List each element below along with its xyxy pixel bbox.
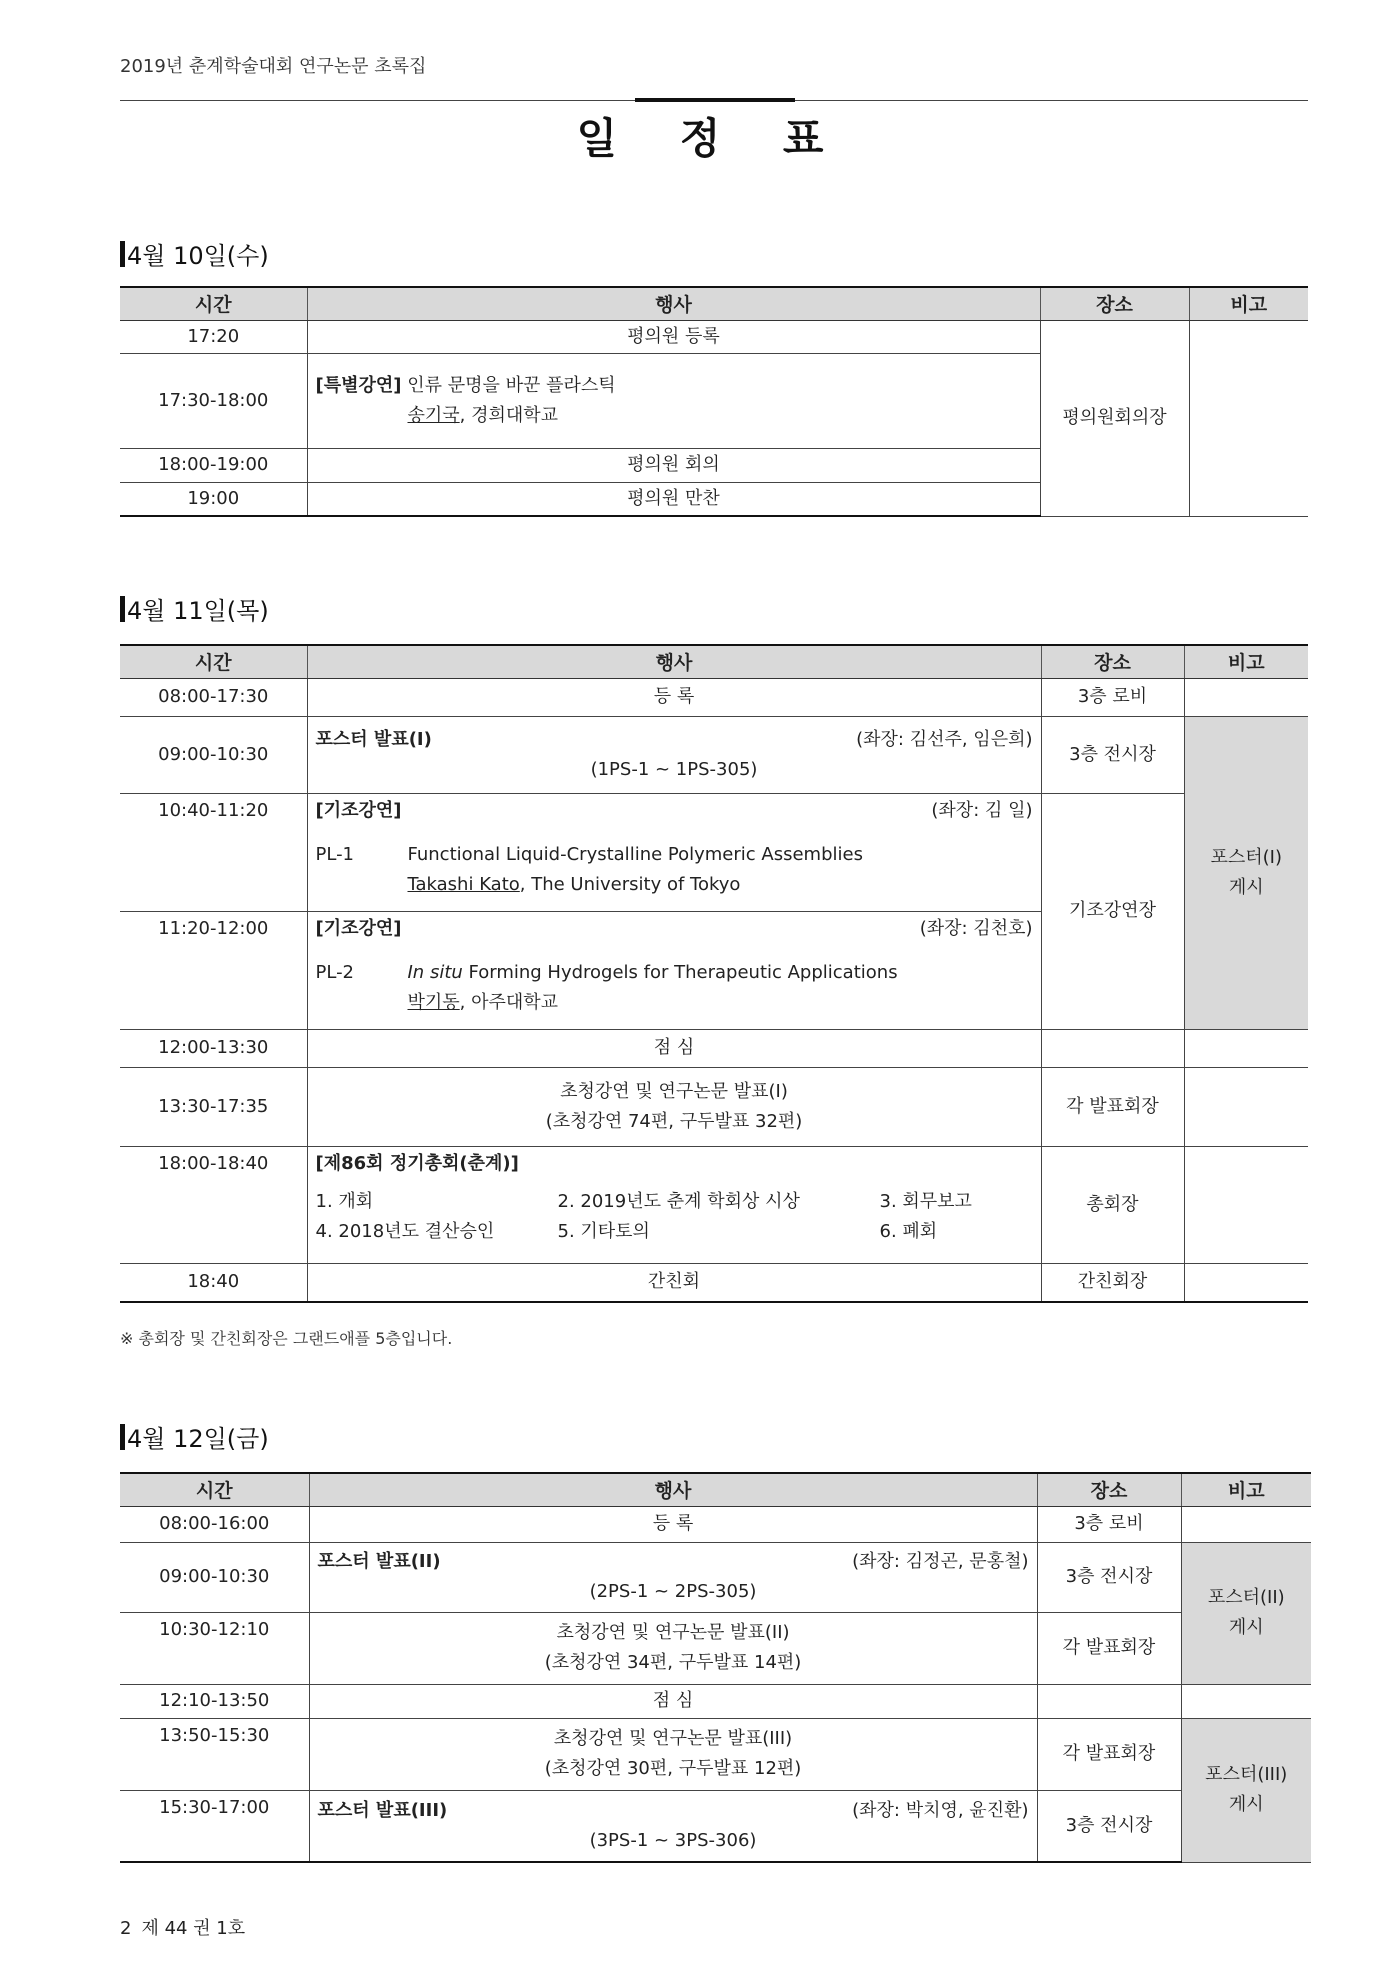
event-cell [309, 1612, 1037, 1684]
title-rule [635, 98, 795, 102]
day3-heading-text: 4월 12일(금) [127, 1425, 269, 1453]
time-cell: 11:20-12:00 [120, 911, 307, 1029]
table-row [120, 1790, 1311, 1862]
note-cell [1184, 1029, 1308, 1067]
place-cell: 기조강연장 [1041, 793, 1184, 1029]
day2-schedule-table [120, 644, 1308, 1303]
note-cell [1181, 1542, 1311, 1684]
place-cell: 평의원회의장 [1040, 320, 1189, 516]
poster-note-sub: 게시 [1228, 1794, 1264, 1815]
day1-heading-text: 4월 10일(수) [127, 242, 269, 270]
lecture-title: Functional Liquid-Crystalline Polymeric Assemblies [407, 843, 863, 865]
event-cell: 평의원 등록 [307, 320, 1040, 353]
lecture-code: PL-2 [315, 961, 355, 983]
session-chair: (좌장: 김 일) [931, 799, 1033, 821]
heading-bar-icon [120, 241, 125, 267]
place-cell [1041, 1029, 1184, 1067]
page-number: 2 [120, 1918, 132, 1939]
event-tag: [기조강연] [315, 917, 402, 939]
time-cell: 12:10-13:50 [120, 1684, 309, 1718]
note-cell [1189, 320, 1308, 516]
time-cell: 19:00 [120, 482, 307, 516]
time-cell: 08:00-17:30 [120, 678, 307, 716]
list-item: 1. 개회 [315, 1190, 374, 1212]
session-title: [제86회 정기총회(춘계)] [315, 1152, 519, 1174]
note-cell [1184, 1263, 1308, 1302]
session-title: 포스터 발표(II) [317, 1551, 441, 1572]
table-row [120, 1029, 1308, 1067]
speaker-affiliation: , The University of Tokyo [519, 873, 741, 895]
running-head: 2019년 춘계학술대회 연구논문 초록집 [120, 56, 427, 77]
list-item: 6. 폐회 [879, 1220, 938, 1242]
place-cell: 각 발표회장 [1041, 1067, 1184, 1146]
time-cell: 12:00-13:30 [120, 1029, 307, 1067]
session-title: 포스터 발표(I) [315, 728, 432, 750]
session-chair: (좌장: 김정곤, 문홍철) [852, 1551, 1029, 1572]
place-cell [1037, 1684, 1181, 1718]
note-cell [1184, 1067, 1308, 1146]
table-row [120, 320, 1308, 353]
venue-note: ※ 총회장 및 간친회장은 그랜드애플 5층입니다. [120, 1329, 453, 1348]
poster-range: (3PS-1 ~ 3PS-306) [589, 1829, 757, 1851]
place-cell: 각 발표회장 [1037, 1612, 1181, 1684]
session-title: 포스터 발표(III) [317, 1799, 448, 1821]
session-count: (초청강연 30편, 구두발표 12편) [544, 1758, 802, 1779]
lecture-title-italic: In situ [407, 961, 463, 983]
table-row [120, 1684, 1311, 1718]
session-title: 초청강연 및 연구논문 발표(I) [560, 1080, 788, 1102]
place-cell: 3층 전시장 [1041, 716, 1184, 793]
speaker-name: Takashi Kato [407, 873, 520, 895]
session-chair: (좌장: 박치영, 윤진환) [852, 1799, 1029, 1821]
col-time: 시간 [120, 287, 307, 320]
day1-heading [120, 236, 269, 271]
event-cell: 점 심 [309, 1684, 1037, 1718]
time-cell: 15:30-17:00 [120, 1790, 309, 1862]
poster-note-sub: 게시 [1228, 1617, 1264, 1638]
speaker-name: 박기동 [407, 991, 460, 1013]
list-item: 2. 2019년도 춘계 학회상 시상 [557, 1190, 800, 1212]
session-title: 초청강연 및 연구논문 발표(II) [556, 1622, 790, 1643]
session-count: (초청강연 34편, 구두발표 14편) [544, 1652, 802, 1673]
note-cell [1184, 716, 1308, 1029]
place-cell: 3층 전시장 [1037, 1542, 1181, 1612]
note-cell [1181, 1506, 1311, 1542]
col-time: 시간 [120, 645, 307, 678]
event-cell [309, 1542, 1037, 1612]
agenda-list [316, 1187, 1033, 1247]
day2-heading [120, 591, 269, 626]
session-count: (초청강연 74편, 구두발표 32편) [545, 1110, 803, 1132]
table-row [120, 1506, 1311, 1542]
time-cell: 13:30-17:35 [120, 1067, 307, 1146]
event-cell [309, 1718, 1037, 1790]
lecture-code: PL-1 [315, 843, 355, 865]
lecture-title: Forming Hydrogels for Therapeutic Applications [462, 961, 898, 983]
event-cell [307, 1067, 1041, 1146]
time-cell: 18:00-19:00 [120, 448, 307, 482]
event-cell: 평의원 회의 [307, 448, 1040, 482]
session-title: 초청강연 및 연구논문 발표(III) [553, 1728, 793, 1749]
day1-schedule-table [120, 286, 1308, 517]
poster-note: 포스터(III) [1205, 1764, 1288, 1785]
poster-range: (2PS-1 ~ 2PS-305) [589, 1581, 757, 1602]
event-cell: 등 록 [309, 1506, 1037, 1542]
day3-heading [120, 1419, 269, 1454]
list-item: 5. 기타토의 [557, 1220, 650, 1242]
time-cell: 10:30-12:10 [120, 1612, 309, 1684]
time-cell: 09:00-10:30 [120, 1542, 309, 1612]
speaker-affiliation: , 경희대학교 [459, 404, 559, 426]
note-cell [1184, 678, 1308, 716]
col-event: 행사 [307, 287, 1040, 320]
place-cell: 간친회장 [1041, 1263, 1184, 1302]
table-row [120, 793, 1308, 911]
col-note: 비고 [1189, 287, 1308, 320]
col-event: 행사 [309, 1473, 1037, 1506]
lecture-title: 인류 문명을 바꾼 플라스틱 [407, 374, 616, 396]
speaker-affiliation: , 아주대학교 [459, 991, 559, 1013]
time-cell: 09:00-10:30 [120, 716, 307, 793]
time-cell: 13:50-15:30 [120, 1718, 309, 1790]
event-cell: 간친회 [307, 1263, 1041, 1302]
event-cell [307, 793, 1041, 911]
day3-schedule-table [120, 1472, 1311, 1863]
col-place: 장소 [1037, 1473, 1181, 1506]
poster-note: 포스터(I) [1210, 846, 1283, 868]
event-tag: [특별강연] [315, 374, 402, 396]
time-cell: 17:20 [120, 320, 307, 353]
time-cell: 10:40-11:20 [120, 793, 307, 911]
note-cell [1181, 1684, 1311, 1718]
event-cell [309, 1790, 1037, 1862]
poster-range: (1PS-1 ~ 1PS-305) [590, 758, 758, 780]
table-row [120, 1612, 1311, 1684]
event-cell: 등 록 [307, 678, 1041, 716]
event-cell: 평의원 만찬 [307, 482, 1040, 516]
place-cell: 각 발표회장 [1037, 1718, 1181, 1790]
event-tag: [기조강연] [315, 799, 402, 821]
event-cell [307, 716, 1041, 793]
time-cell: 17:30-18:00 [120, 353, 307, 448]
col-event: 행사 [307, 645, 1041, 678]
col-place: 장소 [1040, 287, 1189, 320]
table-row [120, 1542, 1311, 1612]
table-row [120, 1146, 1308, 1263]
page-title: 일 정 표 [576, 114, 848, 163]
time-cell: 18:40 [120, 1263, 307, 1302]
poster-note-sub: 게시 [1228, 876, 1264, 898]
col-note: 비고 [1181, 1473, 1311, 1506]
col-time: 시간 [120, 1473, 309, 1506]
place-cell: 총회장 [1041, 1146, 1184, 1263]
speaker-name: 송기국 [407, 404, 460, 426]
col-place: 장소 [1041, 645, 1184, 678]
event-cell [307, 911, 1041, 1029]
event-cell: 점 심 [307, 1029, 1041, 1067]
table-row [120, 1718, 1311, 1790]
note-cell [1181, 1718, 1311, 1862]
session-chair: (좌장: 김천호) [919, 917, 1033, 939]
table-row [120, 1263, 1308, 1302]
heading-bar-icon [120, 596, 125, 622]
time-cell: 18:00-18:40 [120, 1146, 307, 1263]
day2-heading-text: 4월 11일(목) [127, 597, 269, 625]
time-cell: 08:00-16:00 [120, 1506, 309, 1542]
note-cell [1184, 1146, 1308, 1263]
place-cell: 3층 로비 [1037, 1506, 1181, 1542]
session-chair: (좌장: 김선주, 임은희) [856, 728, 1033, 750]
col-note: 비고 [1184, 645, 1308, 678]
list-item: 3. 회무보고 [879, 1190, 972, 1212]
volume-info: 제 44 권 1호 [141, 1918, 246, 1939]
event-cell [307, 1146, 1041, 1263]
place-cell: 3층 전시장 [1037, 1790, 1181, 1862]
table-row [120, 716, 1308, 793]
page-footer [120, 1914, 245, 1940]
poster-note: 포스터(II) [1207, 1587, 1285, 1608]
table-row [120, 1067, 1308, 1146]
event-cell [307, 353, 1040, 448]
list-item: 4. 2018년도 결산승인 [315, 1220, 495, 1242]
heading-bar-icon [120, 1424, 125, 1450]
table-row [120, 678, 1308, 716]
place-cell: 3층 로비 [1041, 678, 1184, 716]
